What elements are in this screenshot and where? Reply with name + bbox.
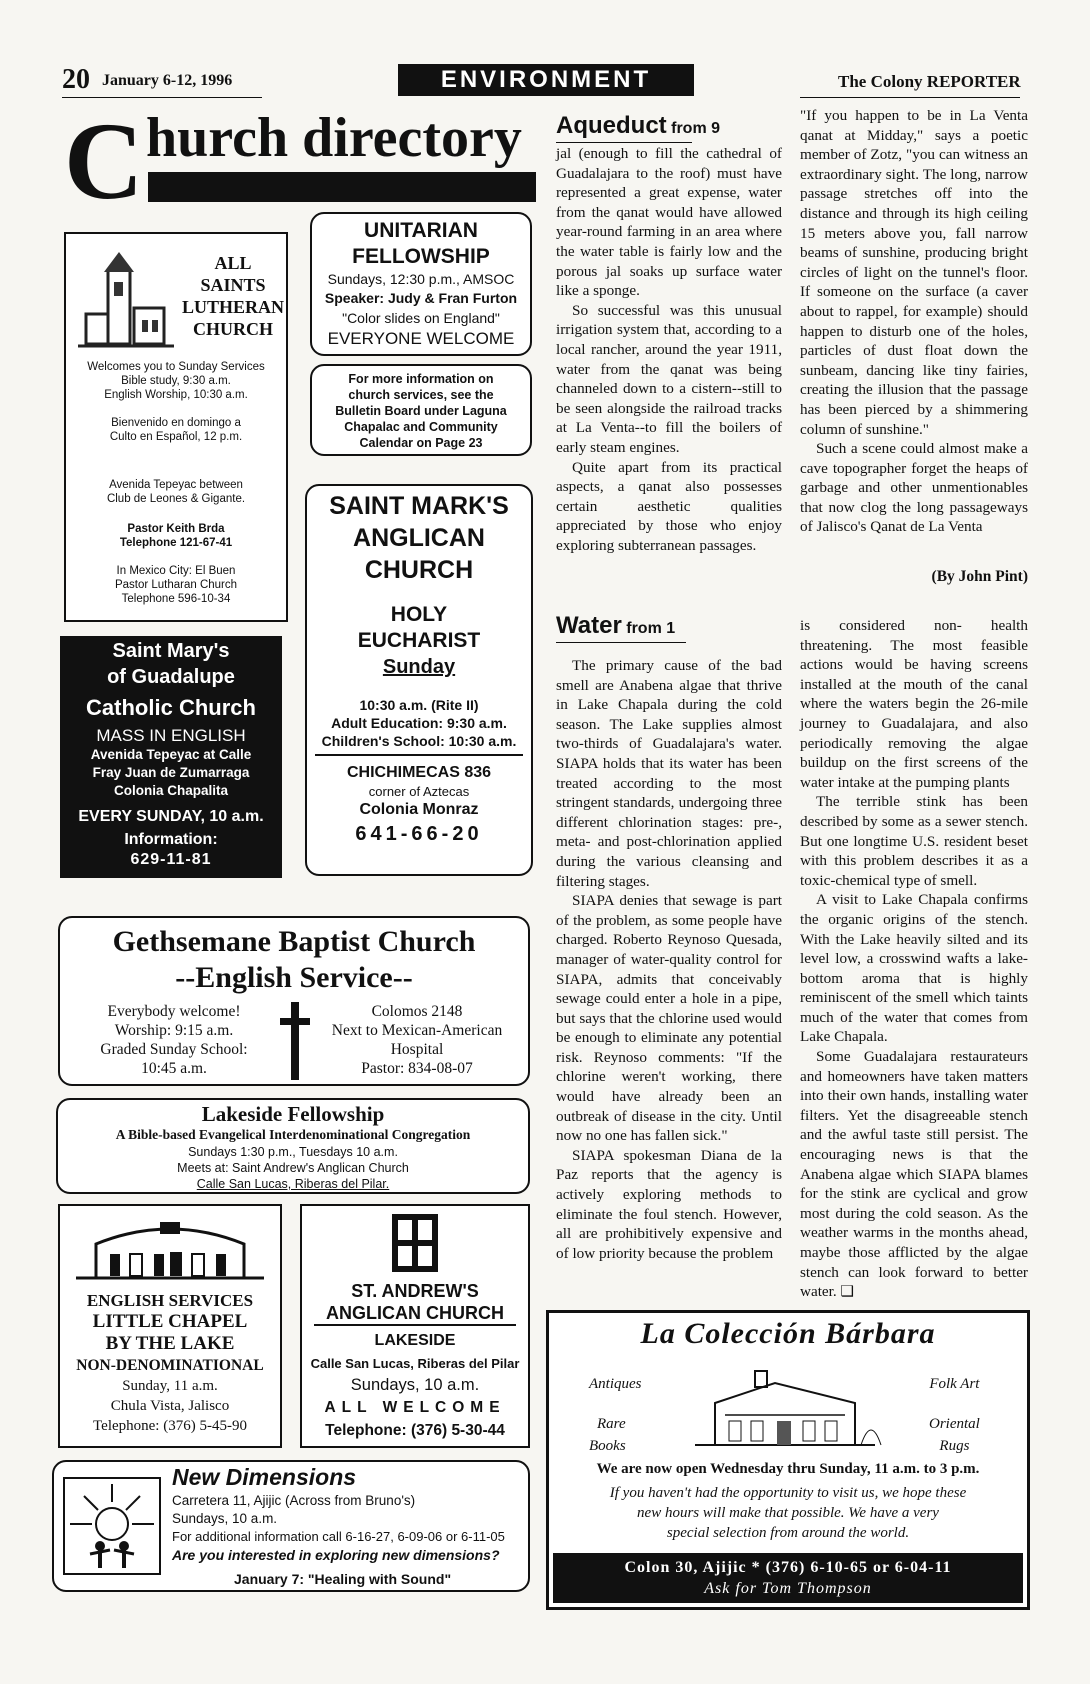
water-col1 xyxy=(556,656,782,1263)
coleccion-note: If you haven't had the opportunity to visit us, we hope these xyxy=(609,1485,967,1501)
water-paragraph: SIAPA denies that sewage is part of the problem, as some people have charged. Roberto Reynoso Quesada, manager of water-quality control for SIAPA, admits that conceivably sewage could enter a hole in a pipe, but says that the chlorine used would be enough to eliminate any potential risk. Reynoso comments: "If the chlorine weren't working, there would have already been an outbreak of disease in the city. Until now no one has fallen sick." xyxy=(556,892,782,1145)
coleccion-ad xyxy=(546,1310,1030,1610)
coleccion-right: Oriental xyxy=(929,1416,980,1432)
all-saints-name-line: SAINTS xyxy=(200,275,266,295)
coleccion-left: Rare xyxy=(597,1416,626,1432)
aqueduct-rule xyxy=(556,142,692,143)
lakeside-times: Sundays 1:30 p.m., Tuesdays 10 a.m. xyxy=(188,1145,398,1159)
st-marks-name: ANGLICAN xyxy=(353,524,485,552)
church-bell-tower-icon xyxy=(78,242,178,352)
paper-name: The Colony REPORTER xyxy=(838,72,1021,91)
gethsemane-title: Gethsemane Baptist Church xyxy=(112,925,476,958)
chapel-line: BY THE LAKE xyxy=(105,1333,235,1354)
st-marks-time: Adult Education: 9:30 a.m. xyxy=(331,715,507,731)
all-saints-pastor: Pastor Keith Brda xyxy=(127,523,225,535)
all-saints-address: Club de Leones & Gigante. xyxy=(106,493,246,505)
all-saints-welcome: Welcomes you to Sunday Services xyxy=(87,361,265,373)
aqueduct-col1 xyxy=(556,144,782,555)
all-saints-address: Avenida Tepeyac between xyxy=(109,479,243,491)
st-andrews-location: LAKESIDE xyxy=(374,1332,456,1349)
info-line: Chapalac and Community xyxy=(344,420,498,434)
st-marks-address: CHICHIMECAS 836 xyxy=(346,764,492,781)
chapel-line: NON-DENOMINATIONAL xyxy=(76,1357,264,1374)
all-saints-name-line: CHURCH xyxy=(193,319,273,339)
sun-figures-icon xyxy=(62,1476,162,1576)
all-saints-pastor: Telephone 121-67-41 xyxy=(119,537,233,549)
all-saints-welcome: Bible study, 9:30 a.m. xyxy=(121,375,231,387)
aqueduct-paragraph: So successful was this unusual irrigation system that, according to a local rancher, around the year 1911, water from the qanat was being channeled down to a cistern--still to be seen alongside the railroad tracks at La Venta--to fill the boilers of early steam engines. xyxy=(556,301,782,456)
little-chapel-ad xyxy=(58,1204,282,1448)
all-saints-mexico: In Mexico City: El Buen xyxy=(116,565,236,577)
coleccion-open: We are now open Wednesday thru Sunday, 11 a.m. to 3 p.m. xyxy=(596,1461,980,1477)
st-marks-name: SAINT MARK'S xyxy=(329,492,509,520)
lakeside-fellowship-ad xyxy=(56,1098,530,1194)
aqueduct-paragraph: Quite apart from its practical aspects, a qanat also possesses certain aesthetic qualities appreciated by those who enjoy exploring subterranean passages. xyxy=(556,458,782,554)
chapel-detail: Telephone: (376) 5-45-90 xyxy=(93,1418,247,1434)
st-marks-service: HOLY xyxy=(390,603,448,626)
aqueduct-title: Aqueduct xyxy=(556,112,667,139)
lakeside-title: Lakeside Fellowship xyxy=(201,1102,385,1126)
info-line: church services, see the xyxy=(348,388,494,402)
new-dimensions-question: Are you interested in exploring new dimensions? xyxy=(172,1547,500,1563)
gethsemane-right: Pastor: 834-08-07 xyxy=(361,1060,473,1077)
church-window-icon xyxy=(390,1212,440,1274)
water-headline xyxy=(556,612,675,643)
chapel-building-icon xyxy=(70,1214,270,1284)
st-marys-name: of Guadalupe xyxy=(107,666,235,688)
st-marys-address: Fray Juan de Zumarraga xyxy=(92,765,250,780)
st-andrews-name: ST. ANDREW'S xyxy=(351,1281,479,1301)
coleccion-footer: Colon 30, Ajijic * (376) 6-10-65 or 6-04-11 xyxy=(624,1559,952,1576)
coleccion-note: new hours will make that possible. We have a very xyxy=(637,1505,939,1521)
water-paragraph: A visit to Lake Chapala confirms the organic origins of the stench. With the Lake heavily silted and its level low, a crosswind wafts a lake-bottom aroma that is highly reminiscent of the smell which taints much of the water that comes from Lake Chapala. xyxy=(800,891,1028,1046)
aqueduct-headline xyxy=(556,112,720,143)
all-saints-name-line: ALL xyxy=(214,253,252,273)
coleccion-right: Rugs xyxy=(939,1438,970,1454)
st-marys-phone: 629-11-81 xyxy=(130,851,212,868)
st-marys-ad xyxy=(60,636,282,878)
new-dimensions-title: New Dimensions xyxy=(172,1464,357,1490)
coleccion-title: La Colección Bárbara xyxy=(640,1317,936,1350)
st-marys-address: Colonia Chapalita xyxy=(113,783,228,798)
st-marys-info-label: Information: xyxy=(124,831,218,848)
directory-drop-cap: C xyxy=(64,100,144,222)
new-dimensions-ad xyxy=(52,1460,530,1592)
chapel-line: ENGLISH SERVICES xyxy=(86,1291,254,1310)
new-dimensions-info: For additional information call 6-16-27, 6-09-06 or 6-11-05 xyxy=(172,1529,505,1544)
gethsemane-right: Colomos 2148 xyxy=(371,1003,463,1020)
aqueduct-jump: from 9 xyxy=(671,120,721,137)
gethsemane-right: Next to Mexican-American xyxy=(331,1022,503,1039)
unitarian-topic: "Color slides on England" xyxy=(342,310,500,326)
coleccion-left: Books xyxy=(589,1438,626,1454)
all-saints-mexico: Pastor Lutharan Church xyxy=(114,579,238,591)
aqueduct-paragraph: Such a scene could almost make a cave topographer forget the heaps of garbage and other unmentionables that now clog the long passageways of Jalisco's Qanat de La Venta xyxy=(800,440,1028,536)
aqueduct-byline: (By John Pint) xyxy=(931,568,1028,585)
gethsemane-subtitle: --English Service-- xyxy=(175,961,413,994)
coleccion-ask: Ask for Tom Thompson xyxy=(704,1580,872,1597)
info-box xyxy=(310,364,532,456)
gethsemane-right: Hospital xyxy=(390,1041,444,1058)
all-saints-ad xyxy=(64,232,288,622)
lakeside-meets: Meets at: Saint Andrew's Anglican Church xyxy=(177,1161,409,1175)
info-line: Calendar on Page 23 xyxy=(359,436,483,450)
st-marks-ad xyxy=(305,484,533,876)
st-marks-colonia: Colonia Monraz xyxy=(359,801,479,818)
coleccion-right: Folk Art xyxy=(929,1376,980,1392)
colonial-house-icon xyxy=(685,1365,885,1449)
directory-title: hurch directory xyxy=(146,107,522,169)
st-andrews-ad xyxy=(300,1204,530,1448)
st-marks-time: 10:30 a.m. (Rite II) xyxy=(359,697,479,713)
water-col2 xyxy=(800,616,1028,1302)
st-marks-time: Children's School: 10:30 a.m. xyxy=(315,732,523,756)
all-saints-mexico: Telephone 596-10-34 xyxy=(121,593,231,605)
gethsemane-ad xyxy=(58,916,530,1086)
water-jump: from 1 xyxy=(626,620,676,637)
new-dimensions-address: Carretera 11, Ajijic (Across from Bruno's) xyxy=(172,1493,416,1508)
header-rule-right xyxy=(800,97,1020,98)
aqueduct-col2 xyxy=(800,106,1028,537)
info-line: Bulletin Board under Laguna xyxy=(335,404,507,418)
chapel-detail: Chula Vista, Jalisco xyxy=(110,1398,230,1414)
header-rule-left xyxy=(62,97,262,98)
gethsemane-left: Graded Sunday School: xyxy=(100,1041,248,1058)
st-marys-address: Avenida Tepeyac at Calle xyxy=(90,747,252,762)
lakeside-subtitle: A Bible-based Evangelical Interdenominational Congregation xyxy=(115,1127,471,1142)
water-paragraph: SIAPA spokesman Diana de la Paz reports that the agency is actively exploring methods to eliminate the foul stench. However, all are prohibitively expensive and of low priority because the problem xyxy=(556,1146,782,1262)
gethsemane-left: Everybody welcome! xyxy=(107,1003,241,1020)
st-andrews-address: Calle San Lucas, Riberas del Pilar xyxy=(310,1356,520,1371)
info-line: For more information on xyxy=(348,372,494,386)
st-marys-type: Catholic Church xyxy=(86,695,256,720)
unitarian-title: UNITARIAN xyxy=(364,219,478,242)
st-marys-mass: MASS IN ENGLISH xyxy=(96,726,246,745)
aqueduct-paragraph: jal (enough to fill the cathedral of Guadalajara to the roof) must have represented a great expense, water from the qanat would have allowed year-round farming in an area where the water table is fairly low and the porous jal soaks up surface water like a sponge. xyxy=(556,145,782,300)
st-andrews-phone: Telephone: (376) 5-30-44 xyxy=(325,1422,505,1439)
st-andrews-welcome: ALL WELCOME xyxy=(324,1399,506,1416)
gethsemane-left: 10:45 a.m. xyxy=(141,1060,207,1077)
lakeside-address: Calle San Lucas, Riberas del Pilar. xyxy=(196,1177,390,1191)
all-saints-spanish: Bienvenido en domingo a xyxy=(111,417,241,429)
unitarian-speaker: Speaker: Judy & Fran Furton xyxy=(324,290,518,306)
st-andrews-name: ANGLICAN CHURCH xyxy=(314,1302,516,1326)
st-marks-service: EUCHARIST xyxy=(357,629,481,652)
unitarian-time: Sundays, 12:30 p.m., AMSOC xyxy=(327,271,515,287)
water-paragraph: The terrible stink has been described by some as a sewer stench. But one longtime U.S. resident beset with this problem describes it as a toxic-chemical type of smell. xyxy=(800,793,1028,889)
cross-icon xyxy=(280,1002,310,1080)
st-marks-day: Sunday xyxy=(382,656,456,678)
new-dimensions-time: Sundays, 10 a.m. xyxy=(172,1511,278,1526)
st-marks-corner: corner of Aztecas xyxy=(368,784,470,799)
chapel-detail: Sunday, 11 a.m. xyxy=(122,1378,218,1394)
all-saints-spanish: Culto en Español, 12 p.m. xyxy=(109,431,243,443)
water-paragraph: Some Guadalajara restaurateurs and homeowners have taken matters into their own hands, installing water filters. Yet the disagreeable stench and the awful taste still persist. The encouraging news is that the Anabena algae which SIAPA blames for the stink are cyclical and grow most during the cold season. As the weather warms in the months ahead, maybe those afflicted by the algae stench can look forward to better water. ❑ xyxy=(800,1048,1028,1301)
issue-date: January 6-12, 1996 xyxy=(102,72,233,89)
new-dimensions-event: January 7: "Healing with Sound" xyxy=(234,1571,452,1587)
coleccion-left: Antiques xyxy=(589,1376,642,1392)
st-marys-when: EVERY SUNDAY, 10 a.m. xyxy=(78,808,264,825)
directory-title-bar xyxy=(148,172,536,202)
aqueduct-paragraph: "If you happen to be in La Venta qanat at Midday," says a poetic member of Zotz, "you can witness an extraordinary sight. The long, narrow passage stretches off into the distance and through its high ceiling 15 meters above you, fall narrow beams of sunshine, producing bright circles of light on the tunnel's floor. If someone on the surface (a caver about to rappel, for example) should happen to disturb one of the holes, particles of dust float down the sunbeam, dancing like tiny fairies, creating the illusion that the passage has been pierced by a shimmering column of sunshine." xyxy=(800,107,1028,438)
unitarian-ad xyxy=(310,212,532,356)
unitarian-welcome: EVERYONE WELCOME xyxy=(327,329,515,348)
chapel-line: LITTLE CHAPEL xyxy=(92,1311,248,1332)
all-saints-welcome: English Worship, 10:30 a.m. xyxy=(104,389,248,401)
coleccion-note: special selection from around the world. xyxy=(666,1525,910,1541)
water-paragraph: is considered non- health threatening. The most feasible actions would be having screens installed at the mouth of the canal where the waters begin the 26-mile journey to Guadalajara, and also periodically removing the algae buildup on the first screens of the water intake at the pumping plants xyxy=(800,617,1028,791)
coleccion-footer-bar xyxy=(553,1553,1023,1603)
page-number: 20 xyxy=(62,64,90,95)
st-andrews-time: Sundays, 10 a.m. xyxy=(350,1376,480,1394)
section-banner: ENVIRONMENT xyxy=(398,64,694,96)
all-saints-name-line: LUTHERAN xyxy=(181,297,284,317)
gethsemane-left: Worship: 9:15 a.m. xyxy=(114,1022,234,1039)
water-paragraph: The primary cause of the bad smell are Anabena algae that thrive in Lake Chapala during the cold season. The Lake supplies almost two-thirds of Guadalajara's water. SIAPA holds that its water has been treated according to the most stringent standards, undergoing three different chlorination stages: pre-, meta- and post-chlorination applied during the various cleansing and filtering stages. xyxy=(556,657,782,890)
water-rule xyxy=(556,642,686,643)
st-marks-name: CHURCH xyxy=(364,556,474,584)
st-marys-name: Saint Mary's xyxy=(112,640,230,662)
water-title: Water xyxy=(556,612,622,639)
unitarian-title: FELLOWSHIP xyxy=(352,245,490,268)
st-marks-phone: 641-66-20 xyxy=(355,823,483,845)
